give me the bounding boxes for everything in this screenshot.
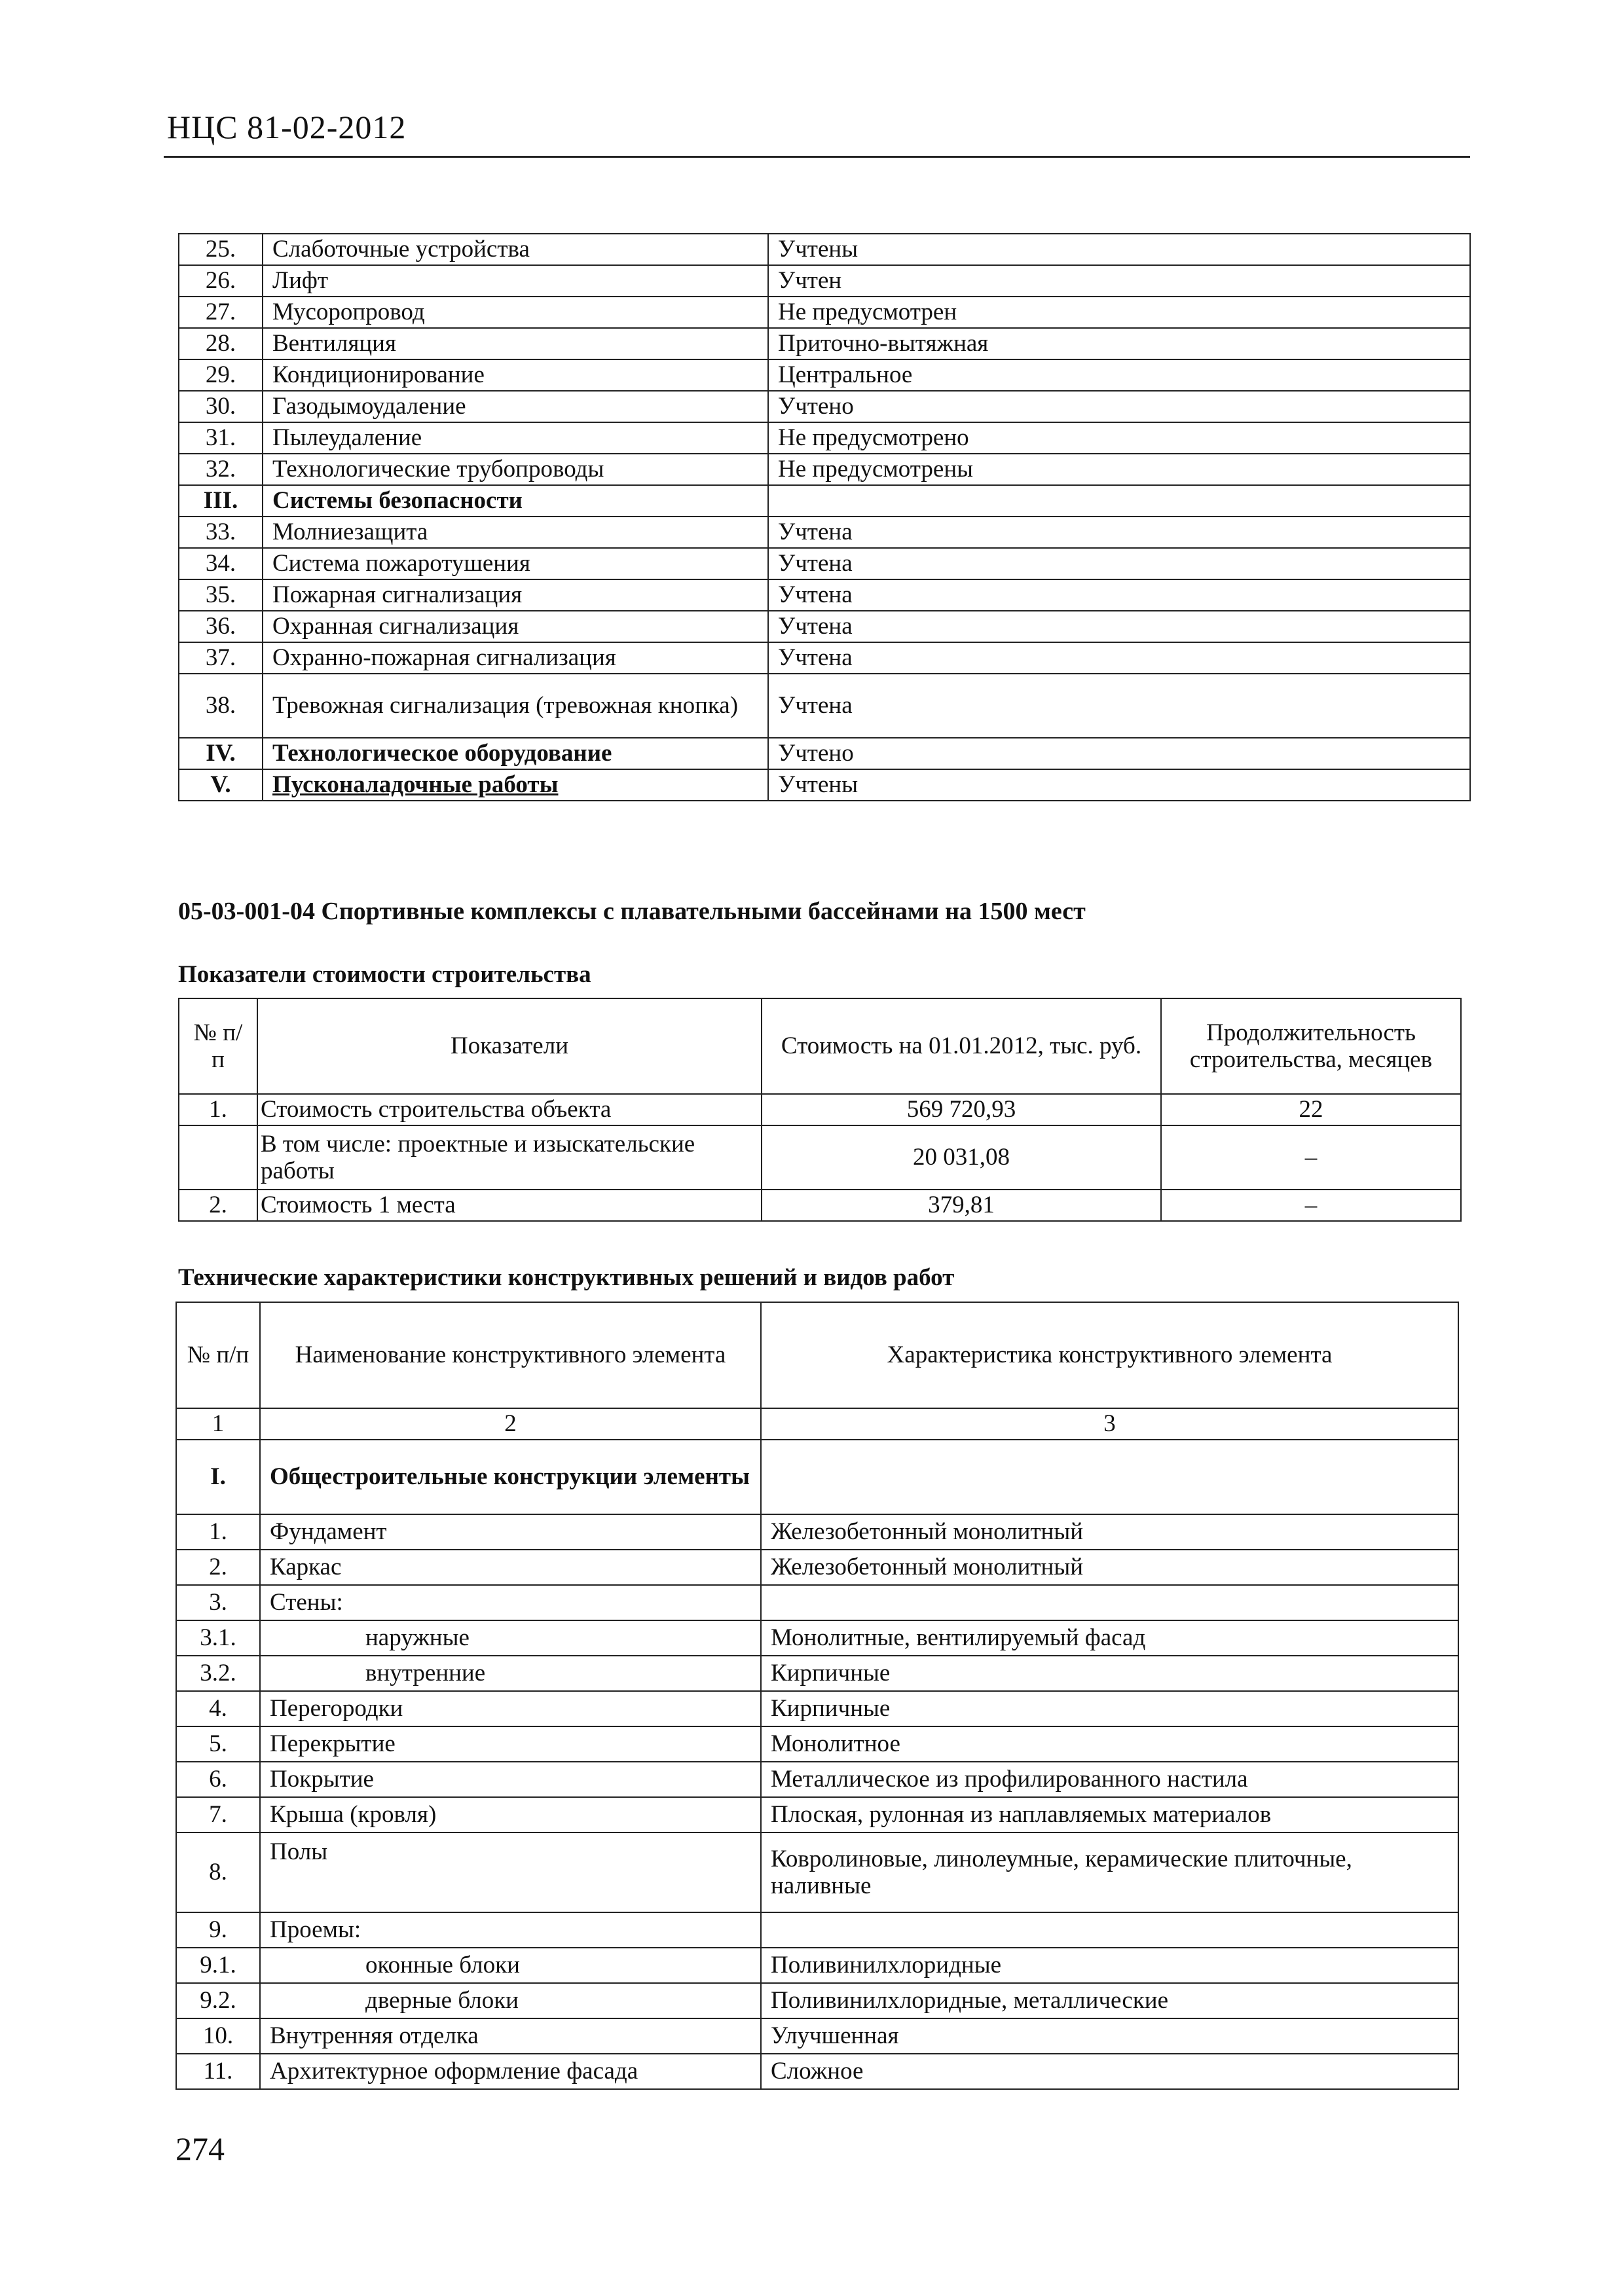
row-number: 3.1. bbox=[176, 1620, 260, 1656]
row-value: Учтен bbox=[768, 265, 1470, 297]
table-row bbox=[176, 1514, 1458, 1550]
table-row bbox=[179, 548, 1470, 579]
table-row bbox=[179, 234, 1470, 265]
row-name: Стены: bbox=[260, 1585, 761, 1620]
row-duration: – bbox=[1161, 1190, 1461, 1221]
page-number: 274 bbox=[175, 2130, 225, 2167]
section-row bbox=[179, 485, 1470, 517]
section-number: III. bbox=[179, 485, 263, 517]
row-value: Учтена bbox=[768, 517, 1470, 548]
table-row bbox=[179, 328, 1470, 359]
row-characteristic: Железобетонный монолитный bbox=[761, 1514, 1458, 1550]
row-duration: 22 bbox=[1161, 1094, 1461, 1125]
section-row bbox=[176, 1440, 1458, 1514]
section-name: Системы безопасности bbox=[263, 485, 768, 517]
row-characteristic: Кирпичные bbox=[761, 1691, 1458, 1726]
row-value: Учтено bbox=[768, 738, 1470, 769]
table-row bbox=[179, 359, 1470, 391]
table-row bbox=[176, 1550, 1458, 1585]
row-number: 4. bbox=[176, 1691, 260, 1726]
row-value: Не предусмотрен bbox=[768, 297, 1470, 328]
row-number: 32. bbox=[179, 454, 263, 485]
row-name: Тревожная сигнализация (тревожная кнопка) bbox=[263, 674, 768, 738]
row-number: 6. bbox=[176, 1762, 260, 1797]
section-name: Технологическое оборудование bbox=[263, 738, 768, 769]
table-row bbox=[176, 1656, 1458, 1691]
row-number: 37. bbox=[179, 642, 263, 674]
table-row bbox=[176, 1983, 1458, 2018]
row-duration: – bbox=[1161, 1125, 1461, 1190]
row-number: 5. bbox=[176, 1726, 260, 1762]
row-name: Крыша (кровля) bbox=[260, 1797, 761, 1832]
row-name: Охранная сигнализация bbox=[263, 611, 768, 642]
row-name: Покрытие bbox=[260, 1762, 761, 1797]
row-number: 1. bbox=[179, 1094, 257, 1125]
row-characteristic bbox=[761, 1585, 1458, 1620]
table-row bbox=[179, 1094, 1461, 1125]
row-name: Фундамент bbox=[260, 1514, 761, 1550]
row-value: Учтена bbox=[768, 611, 1470, 642]
header-indicator: Показатели bbox=[257, 998, 762, 1094]
cost-table-heading: Показатели стоимости строительства bbox=[178, 961, 591, 988]
table-row bbox=[179, 579, 1470, 611]
row-characteristic: Сложное bbox=[761, 2054, 1458, 2089]
row-number: 2. bbox=[176, 1550, 260, 1585]
document-code-header: НЦС 81-02-2012 bbox=[167, 109, 407, 145]
table-row bbox=[176, 1948, 1458, 1983]
row-characteristic bbox=[761, 1440, 1458, 1514]
table-row bbox=[179, 422, 1470, 454]
table-row bbox=[179, 642, 1470, 674]
section-row bbox=[179, 738, 1470, 769]
row-name: дверные блоки bbox=[260, 1983, 761, 2018]
section-row bbox=[179, 769, 1470, 801]
row-cost: 20 031,08 bbox=[762, 1125, 1161, 1190]
section-number: IV. bbox=[179, 738, 263, 769]
row-indicator: Стоимость строительства объекта bbox=[257, 1094, 762, 1125]
row-number: 3. bbox=[176, 1585, 260, 1620]
row-value bbox=[768, 485, 1470, 517]
row-cost: 569 720,93 bbox=[762, 1094, 1161, 1125]
row-characteristic: Поливинилхлоридные, металлические bbox=[761, 1983, 1458, 2018]
row-name: Внутренняя отделка bbox=[260, 2018, 761, 2054]
header-characteristic: Характеристика конструктивного элемента bbox=[761, 1302, 1458, 1408]
row-number: 28. bbox=[179, 328, 263, 359]
header-num: № п/п bbox=[176, 1302, 260, 1408]
column-number-row bbox=[176, 1408, 1458, 1440]
row-characteristic: Плоская, рулонная из наплавляемых материалов bbox=[761, 1797, 1458, 1832]
section-title: 05-03-001-04 Спортивные комплексы с плавательными бассейнами на 1500 мест bbox=[178, 898, 1086, 925]
row-number: 26. bbox=[179, 265, 263, 297]
table-row bbox=[176, 1620, 1458, 1656]
table-row bbox=[176, 2054, 1458, 2089]
row-name: Охранно-пожарная сигнализация bbox=[263, 642, 768, 674]
table-row bbox=[176, 1912, 1458, 1948]
section-number: I. bbox=[176, 1440, 260, 1514]
row-name: Пожарная сигнализация bbox=[263, 579, 768, 611]
row-name: Молниезащита bbox=[263, 517, 768, 548]
row-characteristic: Кирпичные bbox=[761, 1656, 1458, 1691]
row-number: 25. bbox=[179, 234, 263, 265]
row-name: Система пожаротушения bbox=[263, 548, 768, 579]
row-value: Не предусмотрено bbox=[768, 422, 1470, 454]
table-row bbox=[179, 1190, 1461, 1221]
row-number: 36. bbox=[179, 611, 263, 642]
row-name: Архитектурное оформление фасада bbox=[260, 2054, 761, 2089]
header-divider bbox=[164, 156, 1470, 158]
row-characteristic bbox=[761, 1912, 1458, 1948]
row-indicator: Стоимость 1 места bbox=[257, 1190, 762, 1221]
row-number: 9.2. bbox=[176, 1983, 260, 2018]
row-characteristic: Улучшенная bbox=[761, 2018, 1458, 2054]
row-number: 11. bbox=[176, 2054, 260, 2089]
table-header-row bbox=[176, 1302, 1458, 1408]
row-name: оконные блоки bbox=[260, 1948, 761, 1983]
section-name: Общестроительные конструкции элементы bbox=[260, 1440, 761, 1514]
row-name: Перегородки bbox=[260, 1691, 761, 1726]
section-number: V. bbox=[179, 769, 263, 801]
row-number: 1. bbox=[176, 1514, 260, 1550]
row-name: Вентиляция bbox=[263, 328, 768, 359]
table-row bbox=[176, 1726, 1458, 1762]
row-value: Учтена bbox=[768, 579, 1470, 611]
table-row bbox=[179, 297, 1470, 328]
row-name: внутренние bbox=[260, 1656, 761, 1691]
row-number: 8. bbox=[176, 1832, 260, 1912]
row-indicator: В том числе: проектные и изыскательские работы bbox=[257, 1125, 762, 1190]
row-number: 2. bbox=[179, 1190, 257, 1221]
header-num: № п/п bbox=[179, 998, 257, 1094]
table-row bbox=[179, 517, 1470, 548]
row-value: Центральное bbox=[768, 359, 1470, 391]
row-number: 9.1. bbox=[176, 1948, 260, 1983]
table-header-row bbox=[179, 998, 1461, 1094]
row-name: Пылеудаление bbox=[263, 422, 768, 454]
table-row bbox=[176, 1762, 1458, 1797]
table-row bbox=[179, 454, 1470, 485]
row-number bbox=[179, 1125, 257, 1190]
row-name: Перекрытие bbox=[260, 1726, 761, 1762]
row-number: 30. bbox=[179, 391, 263, 422]
table-row bbox=[179, 265, 1470, 297]
column-number: 2 bbox=[260, 1408, 761, 1440]
row-name: Газодымоудаление bbox=[263, 391, 768, 422]
row-value: Учтена bbox=[768, 674, 1470, 738]
row-name: Кондиционирование bbox=[263, 359, 768, 391]
tech-characteristics-table bbox=[175, 1302, 1459, 2090]
table-row bbox=[179, 391, 1470, 422]
row-name: Мусоропровод bbox=[263, 297, 768, 328]
row-number: 10. bbox=[176, 2018, 260, 2054]
row-number: 29. bbox=[179, 359, 263, 391]
row-number: 33. bbox=[179, 517, 263, 548]
row-characteristic: Железобетонный монолитный bbox=[761, 1550, 1458, 1585]
row-value: Учтены bbox=[768, 234, 1470, 265]
row-value: Учтена bbox=[768, 548, 1470, 579]
header-duration: Продолжительность строительства, месяцев bbox=[1161, 998, 1461, 1094]
row-number: 31. bbox=[179, 422, 263, 454]
table-row bbox=[176, 1832, 1458, 1912]
row-value: Учтено bbox=[768, 391, 1470, 422]
header-name: Наименование конструктивного элемента bbox=[260, 1302, 761, 1408]
row-value: Учтена bbox=[768, 642, 1470, 674]
row-number: 34. bbox=[179, 548, 263, 579]
cost-table bbox=[178, 998, 1462, 1222]
row-name: Проемы: bbox=[260, 1912, 761, 1948]
table-row bbox=[176, 1797, 1458, 1832]
row-number: 7. bbox=[176, 1797, 260, 1832]
row-value: Приточно-вытяжная bbox=[768, 328, 1470, 359]
row-name: Лифт bbox=[263, 265, 768, 297]
table-row bbox=[176, 2018, 1458, 2054]
systems-table bbox=[178, 233, 1471, 801]
table-row bbox=[176, 1691, 1458, 1726]
column-number: 1 bbox=[176, 1408, 260, 1440]
section-name: Пусконаладочные работы bbox=[263, 769, 768, 801]
row-value: Учтены bbox=[768, 769, 1470, 801]
row-number: 3.2. bbox=[176, 1656, 260, 1691]
row-number: 27. bbox=[179, 297, 263, 328]
column-number: 3 bbox=[761, 1408, 1458, 1440]
tech-table-heading: Технические характеристики конструктивных решений и видов работ bbox=[178, 1264, 955, 1291]
header-cost: Стоимость на 01.01.2012, тыс. руб. bbox=[762, 998, 1161, 1094]
table-row bbox=[179, 611, 1470, 642]
row-cost: 379,81 bbox=[762, 1190, 1161, 1221]
row-number: 38. bbox=[179, 674, 263, 738]
row-characteristic: Монолитные, вентилируемый фасад bbox=[761, 1620, 1458, 1656]
row-name: наружные bbox=[260, 1620, 761, 1656]
row-characteristic: Монолитное bbox=[761, 1726, 1458, 1762]
row-characteristic: Поливинилхлоридные bbox=[761, 1948, 1458, 1983]
row-number: 35. bbox=[179, 579, 263, 611]
table-row bbox=[176, 1585, 1458, 1620]
row-value: Не предусмотрены bbox=[768, 454, 1470, 485]
row-name: Каркас bbox=[260, 1550, 761, 1585]
row-name: Полы bbox=[260, 1832, 761, 1912]
row-characteristic: Ковролиновые, линолеумные, керамические плиточные, наливные bbox=[761, 1832, 1458, 1912]
table-row bbox=[179, 674, 1470, 738]
row-number: 9. bbox=[176, 1912, 260, 1948]
row-name: Слаботочные устройства bbox=[263, 234, 768, 265]
table-row bbox=[179, 1125, 1461, 1190]
row-characteristic: Металлическое из профилированного настила bbox=[761, 1762, 1458, 1797]
row-name: Технологические трубопроводы bbox=[263, 454, 768, 485]
